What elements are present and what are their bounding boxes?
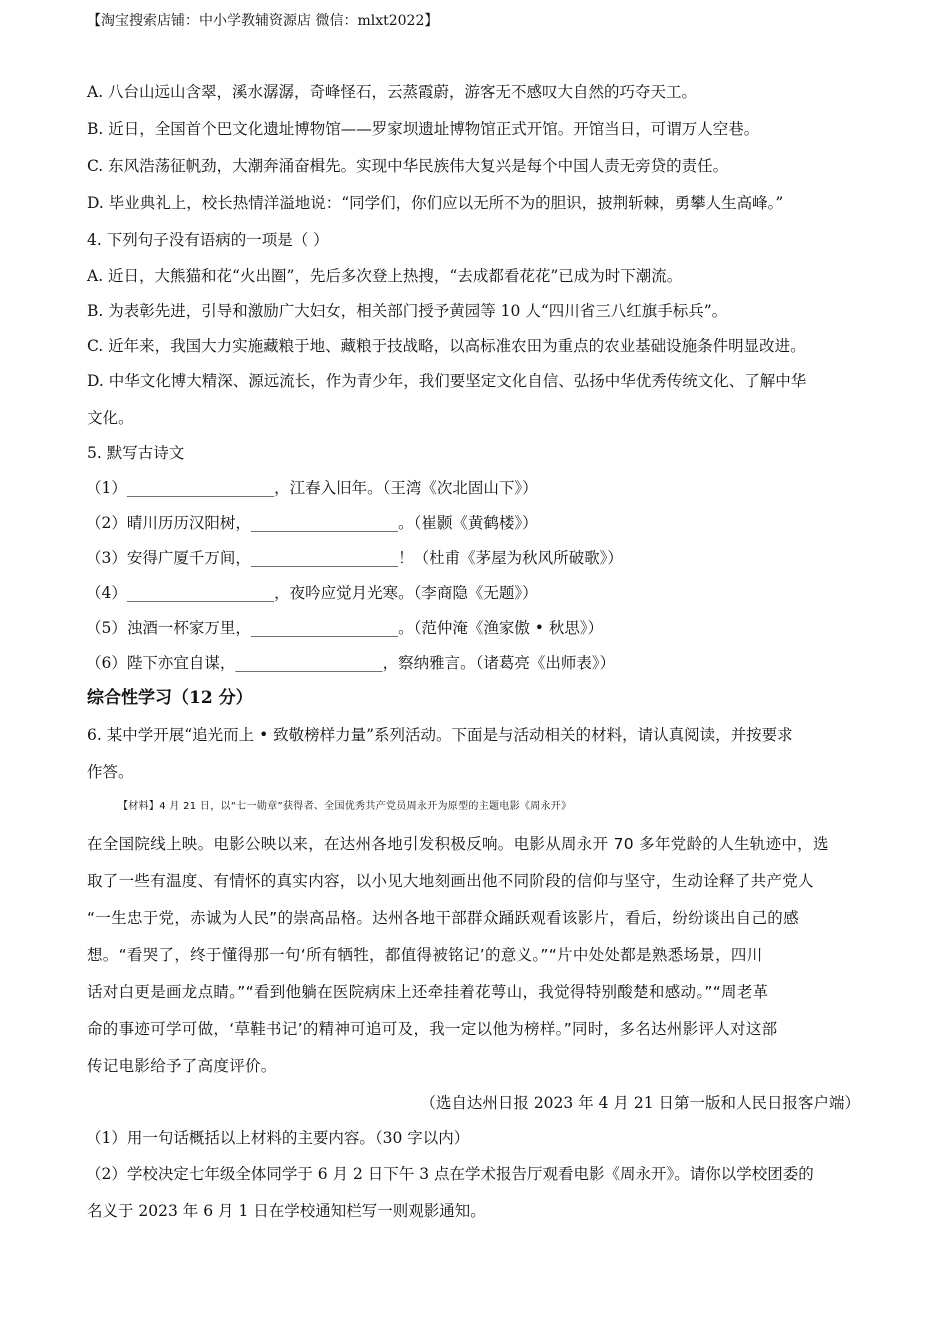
material-line-2: 在全国院线上映。电影公映以来，在达州各地引发积极反响。电影从周永开 70 多年党龄的人生轨迹中，选: [87, 835, 829, 853]
q3-option-d: D. 毕业典礼上，校长热情洋溢地说：“同学们，你们应以无所不为的胆识，披荆斩棘，勇攀人生高峰。”: [87, 194, 784, 212]
q3-option-a: A. 八台山远山含翠，溪水潺潺，奇峰怪石，云蒸霞蔚，游客无不感叹大自然的巧夺天工。: [87, 83, 698, 101]
q4-option-a: A. 近日，大熊猫和花“火出圈”，先后多次登上热搜，“去成都看花花”已成为时下潮流。: [87, 267, 683, 285]
q5-item-6: （6）陛下亦宜自谋，___________________，察纳雅言。（诸葛亮《出师表》）: [86, 654, 616, 672]
q4-stem: 4. 下列句子没有语病的一项是（ ）: [87, 231, 329, 249]
material-line-7: 命的事迹可学可做，‘草鞋书记’的精神可追可及，我一定以他为榜样。”同时，多名达州影评人对这部: [87, 1020, 778, 1038]
q6-stem-line-1: 6. 某中学开展“追光而上 • 致敬榜样力量”系列活动。下面是与活动相关的材料，请认真阅读，并按要求: [87, 726, 793, 744]
q5-item-4: （4）___________________，夜吟应觉月光寒。（李商隐《无题》）: [86, 584, 538, 602]
q5-item-1: （1）___________________，江春入旧年。（王湾《次北固山下》）: [86, 479, 538, 497]
q5-item-3: （3）安得广厦千万间，___________________！（杜甫《茅屋为秋风所破歌》）: [86, 549, 623, 567]
material-line-3: 取了一些有温度、有情怀的真实内容，以小见大地刻画出他不同阶段的信仰与坚守，生动诠释了共产党人: [87, 872, 814, 890]
material-line-8: 传记电影给予了高度评价。: [87, 1057, 277, 1075]
material-source: （选自达州日报 2023 年 4 月 21 日第一版和人民日报客户端）: [420, 1094, 860, 1112]
q5-item-5: （5）浊酒一杯家万里，___________________。（范仲淹《渔家傲 • 秋思》）: [86, 619, 604, 637]
q6-sub-2-line-2: 名义于 2023 年 6 月 1 日在学校通知栏写一则观影通知。: [87, 1202, 486, 1220]
q4-option-d-cont: 文化。: [87, 409, 134, 427]
q6-stem-line-2: 作答。: [87, 763, 134, 781]
q5-item-2: （2）晴川历历汉阳树，___________________。（崔颢《黄鹤楼》）: [86, 514, 538, 532]
q4-option-c: C. 近年来，我国大力实施藏粮于地、藏粮于技战略，以高标准农田为重点的农业基础设施条件明显改进。: [87, 337, 806, 355]
material-line-4: “一生忠于党，赤诚为人民”的崇高品格。达州各地干部群众踊跃观看该影片，看后，纷纷谈出自己的感: [87, 909, 799, 927]
material-line-5: 想。“看哭了，终于懂得那一句‘所有牺牲，都值得被铭记’的意义。”“片中处处都是熟悉场景，四川: [87, 946, 763, 964]
q3-option-c: C. 东风浩荡征帆劲，大潮奔涌奋楫先。实现中华民族伟大复兴是每个中国人责无旁贷的责任。: [87, 157, 729, 175]
page-header: 【淘宝搜索店铺：中小学教辅资源店 微信：mlxt2022】: [87, 13, 439, 29]
q4-option-b: B. 为表彰先进，引导和激励广大妇女，相关部门授予黄园等 10 人“四川省三八红旗手标兵”。: [87, 302, 728, 320]
q4-option-d: D. 中华文化博大精深、源远流长，作为青少年，我们要坚定文化自信、弘扬中华优秀传统文化、了解中华: [87, 372, 807, 390]
section-title: 综合性学习（12 分）: [87, 688, 253, 708]
q5-stem: 5. 默写古诗文: [87, 444, 185, 462]
q6-sub-2-line-1: （2）学校决定七年级全体同学于 6 月 2 日下午 3 点在学术报告厅观看电影《周永开》。请你以学校团委的: [86, 1165, 814, 1183]
q6-sub-1: （1）用一句话概括以上材料的主要内容。（30 字以内）: [86, 1129, 470, 1147]
material-line-1: 【材料】4 月 21 日，以“七一勋章”获得者、全国优秀共产党员周永开为原型的主题电影《周永开》: [118, 801, 572, 812]
material-line-6: 话对白更是画龙点睛。”“看到他躺在医院病床上还牵挂着花萼山，我觉得特别酸楚和感动。”“周老革: [87, 983, 769, 1001]
q3-option-b: B. 近日，全国首个巴文化遗址博物馆——罗家坝遗址博物馆正式开馆。开馆当日，可谓万人空巷。: [87, 120, 760, 138]
